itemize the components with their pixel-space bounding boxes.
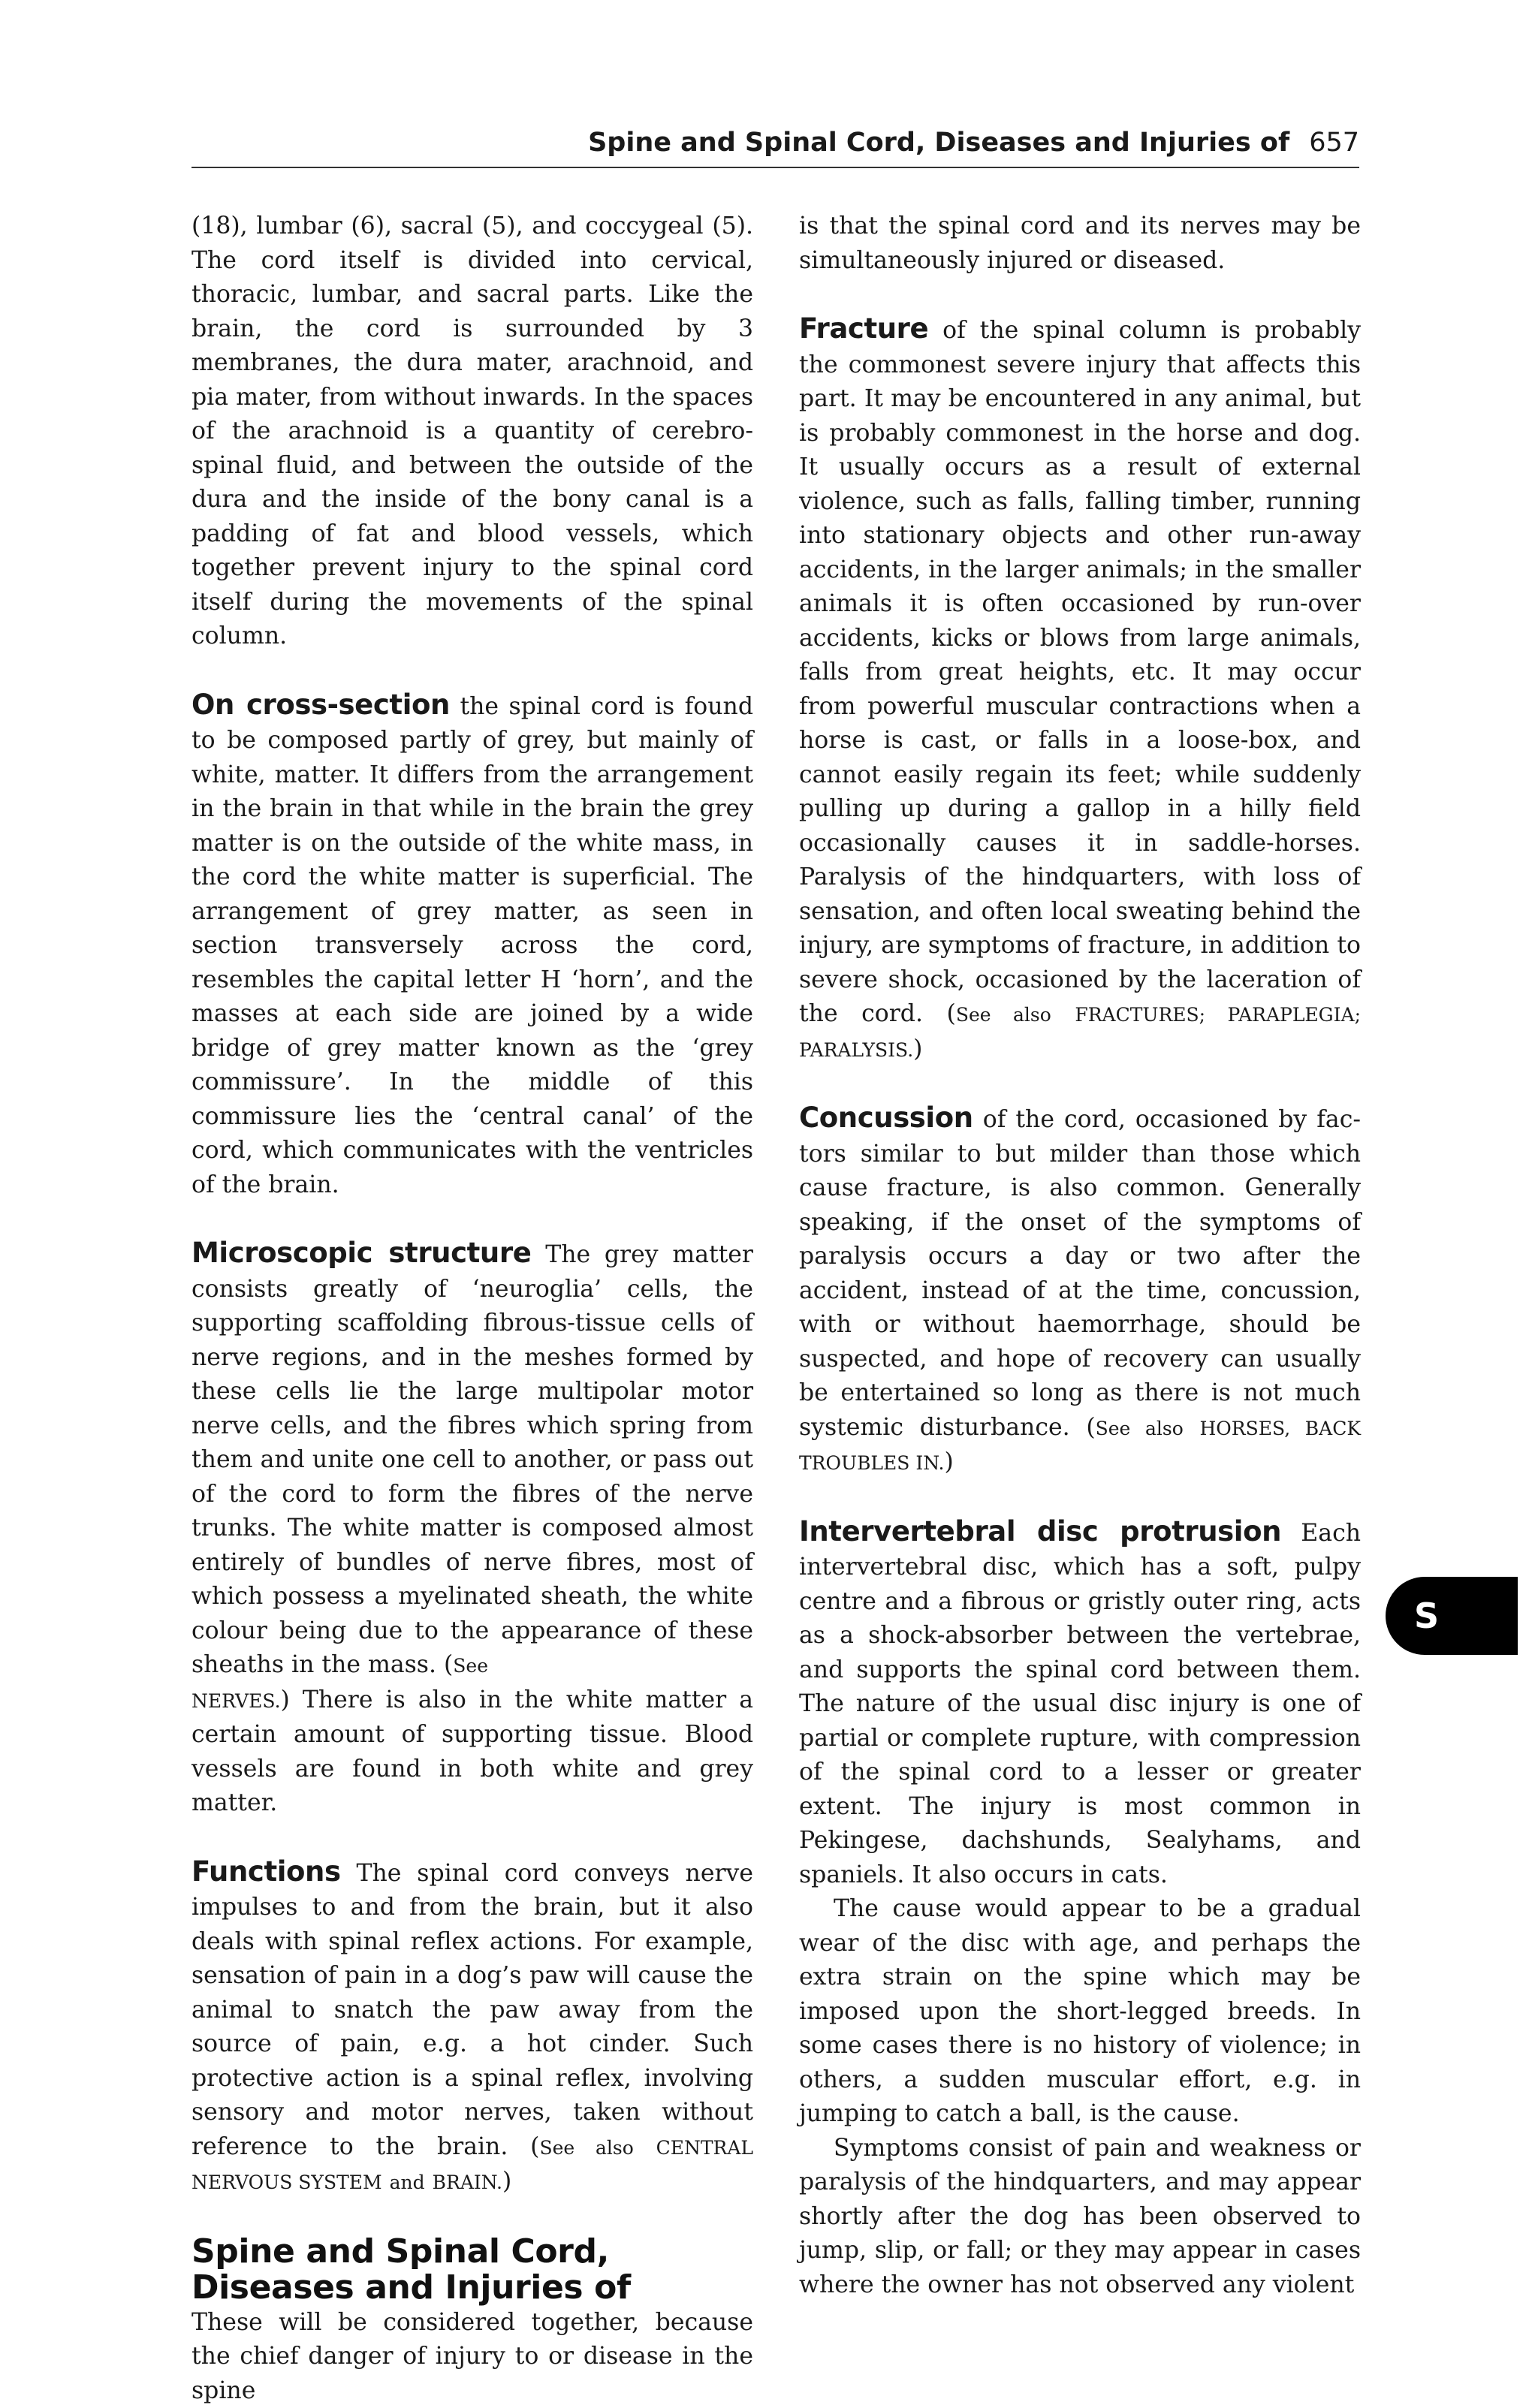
fracture-text: of the spinal column is probably the commonest severe injury that affects this part. It may be encountered in any animal, but is probably commonest in the horse and dog. It usually occurs as a result of external violence, such as falls, falling timber, running into stationary objects and other run-away accidents, in the larger animals; in the smaller animals it is often occasioned by run-over accidents, kicks or blows from large animals, falls from great heights, etc. It may occur from powerful muscular contractions when a horse is cast, or falls in a loose-box, and cannot easily regain its feet; while suddenly pulling up during a gallop in a hilly field occasionally causes it in saddle-horses. Paralysis of the hindquarters, with loss of sensation, and often local sweating behind the injury, are symptoms of fracture, in addition to severe shock, occasioned by the laceration of the cord. ( [799,317,1361,1027]
run-in-heading-disc-protrusion: Intervertebral disc protrusion [799,1515,1281,1548]
cross-reference-horses-back-troubles: HORSES, BACK TROUBLES IN. [799,1418,1361,1475]
paragraph-microscopic-structure [191,1236,753,1821]
run-in-heading-cross-section: On cross-section [191,689,450,721]
header-rule [191,167,1359,168]
paragraph-cause: The cause would appear to be a gradual wear of the disc with age, and perhaps the extra strain on the spine which may be imposed upon the short-legged breeds. In some cases there is no history of violence; in others, a sudden muscular effort, e.g. in jumping to catch a ball, is the cause. [799,1892,1361,2132]
entry-title: Spine and Spinal Cord, Diseases and Injuries of [191,2234,753,2306]
left-column [191,209,753,2408]
cross-reference-fractures: FRACTURES; PARAPLEGIA; PARALYSIS. [799,1004,1361,1061]
run-in-heading-microscopic-structure: Microscopic structure [191,1237,531,1269]
paragraph-symptoms: Symptoms consist of pain and weakness or paralysis of the hindquarters, and may appear shortly after the dog has been observed to jump, slip, or fall; or they may appear in cases where the owner has not observed any violent [799,2132,1361,2303]
disc-text: Each intervertebral disc, which has a soft, pulpy centre and a fibrous or gristly outer ring, acts as a shock-absorber between the vertebrae, and supports the spinal cord between them. The nature of the usual disc injury is one of partial or complete rupture, with compression of the spinal cord to a lesser or greater extent. The injury is most common in Pekingese, dachshunds, Sealyhams, and spaniels. It also occurs in cats. [799,1520,1361,1888]
right-column [799,209,1361,2302]
see-also-label: See also [539,2137,633,2159]
microscopic-text: The grey matter consists greatly of ‘neuroglia’ cells, the supporting scaffolding fibrous-tissue cells of nerve regions, and in the meshes formed by these cells lie the large multipolar motor nerve cells, and the fibres which spring from them and unite one cell to another, or pass out of the cord to form the fibres of the nerve trunks. The white matter is composed almost entirely of bundles of nerve fibres, most of which possess a myelinated sheath, the white colour being due to the appearance of these sheaths in the mass. ( [191,1241,753,1678]
paragraph-vertebrae-continued: (18), lumbar (6), sacral (5), and coccygeal (5). The cord itself is divided into cervical, thoracic, lumbar, and sacral parts. Like the brain, the cord is surrounded by 3 membranes, the dura mater, arachnoid, and pia mater, from without inwards. In the spaces of the arachnoid is a quantity of cerebro-spinal fluid, and between the outside of the dura and the inside of the bony canal is a padding of fat and blood vessels, which together prevent injury to the spinal cord itself during the movements of the spinal column. [191,209,753,654]
see-also-label: See also [1096,1418,1184,1439]
section-thumb-tab [1386,1577,1518,1655]
cross-reference-central-nervous-system: CENTRAL NERVOUS SYSTEM [191,2137,753,2194]
see-also-label: See also [956,1004,1051,1026]
functions-text: The spinal cord conveys nerve impulses to and from the brain, but it also deals with spinal reflex actions. For example, sensation of pain in a dog’s paw will cause the animal to snatch the paw away from the source of pain, e.g. a hot cinder. Such protective action is a spinal reflex, involving sensory and motor nerves, taken without reference to the brain. ( [191,1860,753,2160]
entry-intro-paragraph: These will be considered together, because the chief danger of injury to or disease in the spine [191,2306,753,2408]
run-in-heading-functions: Functions [191,1855,341,1888]
paragraph-continued: is that the spinal cord and its nerves may be simultaneously injured or diseased. [799,209,1361,278]
paragraph-functions [191,1855,753,2200]
cross-section-text: the spinal cord is found to be composed partly of grey, but mainly of white, matter. It differs from the arrangement in the brain in that while in the brain the grey matter is on the outside of the white mass, in the cord the white matter is superficial. The arrangement of grey matter, as seen in section transversely across the cord, resembles the capital letter H ‘horn’, and the masses at each side are joined by a wide bridge of grey matter known as the ‘grey commissure’. In the middle of this commissure lies the ‘central canal’ of the cord, which communicates with the ventricles of the brain. [191,693,753,1198]
run-in-heading-fracture: Fracture [799,312,928,345]
paragraph-disc-protrusion [799,1514,1361,1893]
see-label: See [453,1655,488,1677]
concussion-text: of the cord, occasioned by factors similar to but milder than those which cause fracture, is also common. Generally speaking, if the onset of the symptoms of paralysis occurs a day or two after the accident, instead of at the time, concussion, with or without haemorrhage, should be suspected, and hope of recovery can usually be entertained so long as there is not much systemic disturbance. ( [799,1106,1361,1441]
page-number: 657 [1309,128,1359,158]
paragraph-concussion [799,1101,1361,1481]
paragraph-fracture [799,312,1361,1067]
cross-reference-nerves: NERVES. [191,1690,281,1712]
and-label: and [390,2171,425,2193]
closing-parenthesis: ) [944,1448,953,1475]
run-in-heading-concussion: Concussion [799,1102,973,1134]
running-title: Spine and Spinal Cord, Diseases and Injuries of [588,128,1289,158]
microscopic-tail: ) There is also in the white matter a certain amount of supporting tissue. Blood vessels are found in both white and grey matter. [191,1686,753,1817]
closing-parenthesis: ) [913,1035,922,1062]
running-head [191,126,1359,159]
thumb-tab-letter: S [1414,1595,1439,1637]
cross-reference-brain: BRAIN. [433,2171,502,2193]
paragraph-cross-section [191,688,753,1203]
closing-parenthesis: ) [502,2168,511,2195]
